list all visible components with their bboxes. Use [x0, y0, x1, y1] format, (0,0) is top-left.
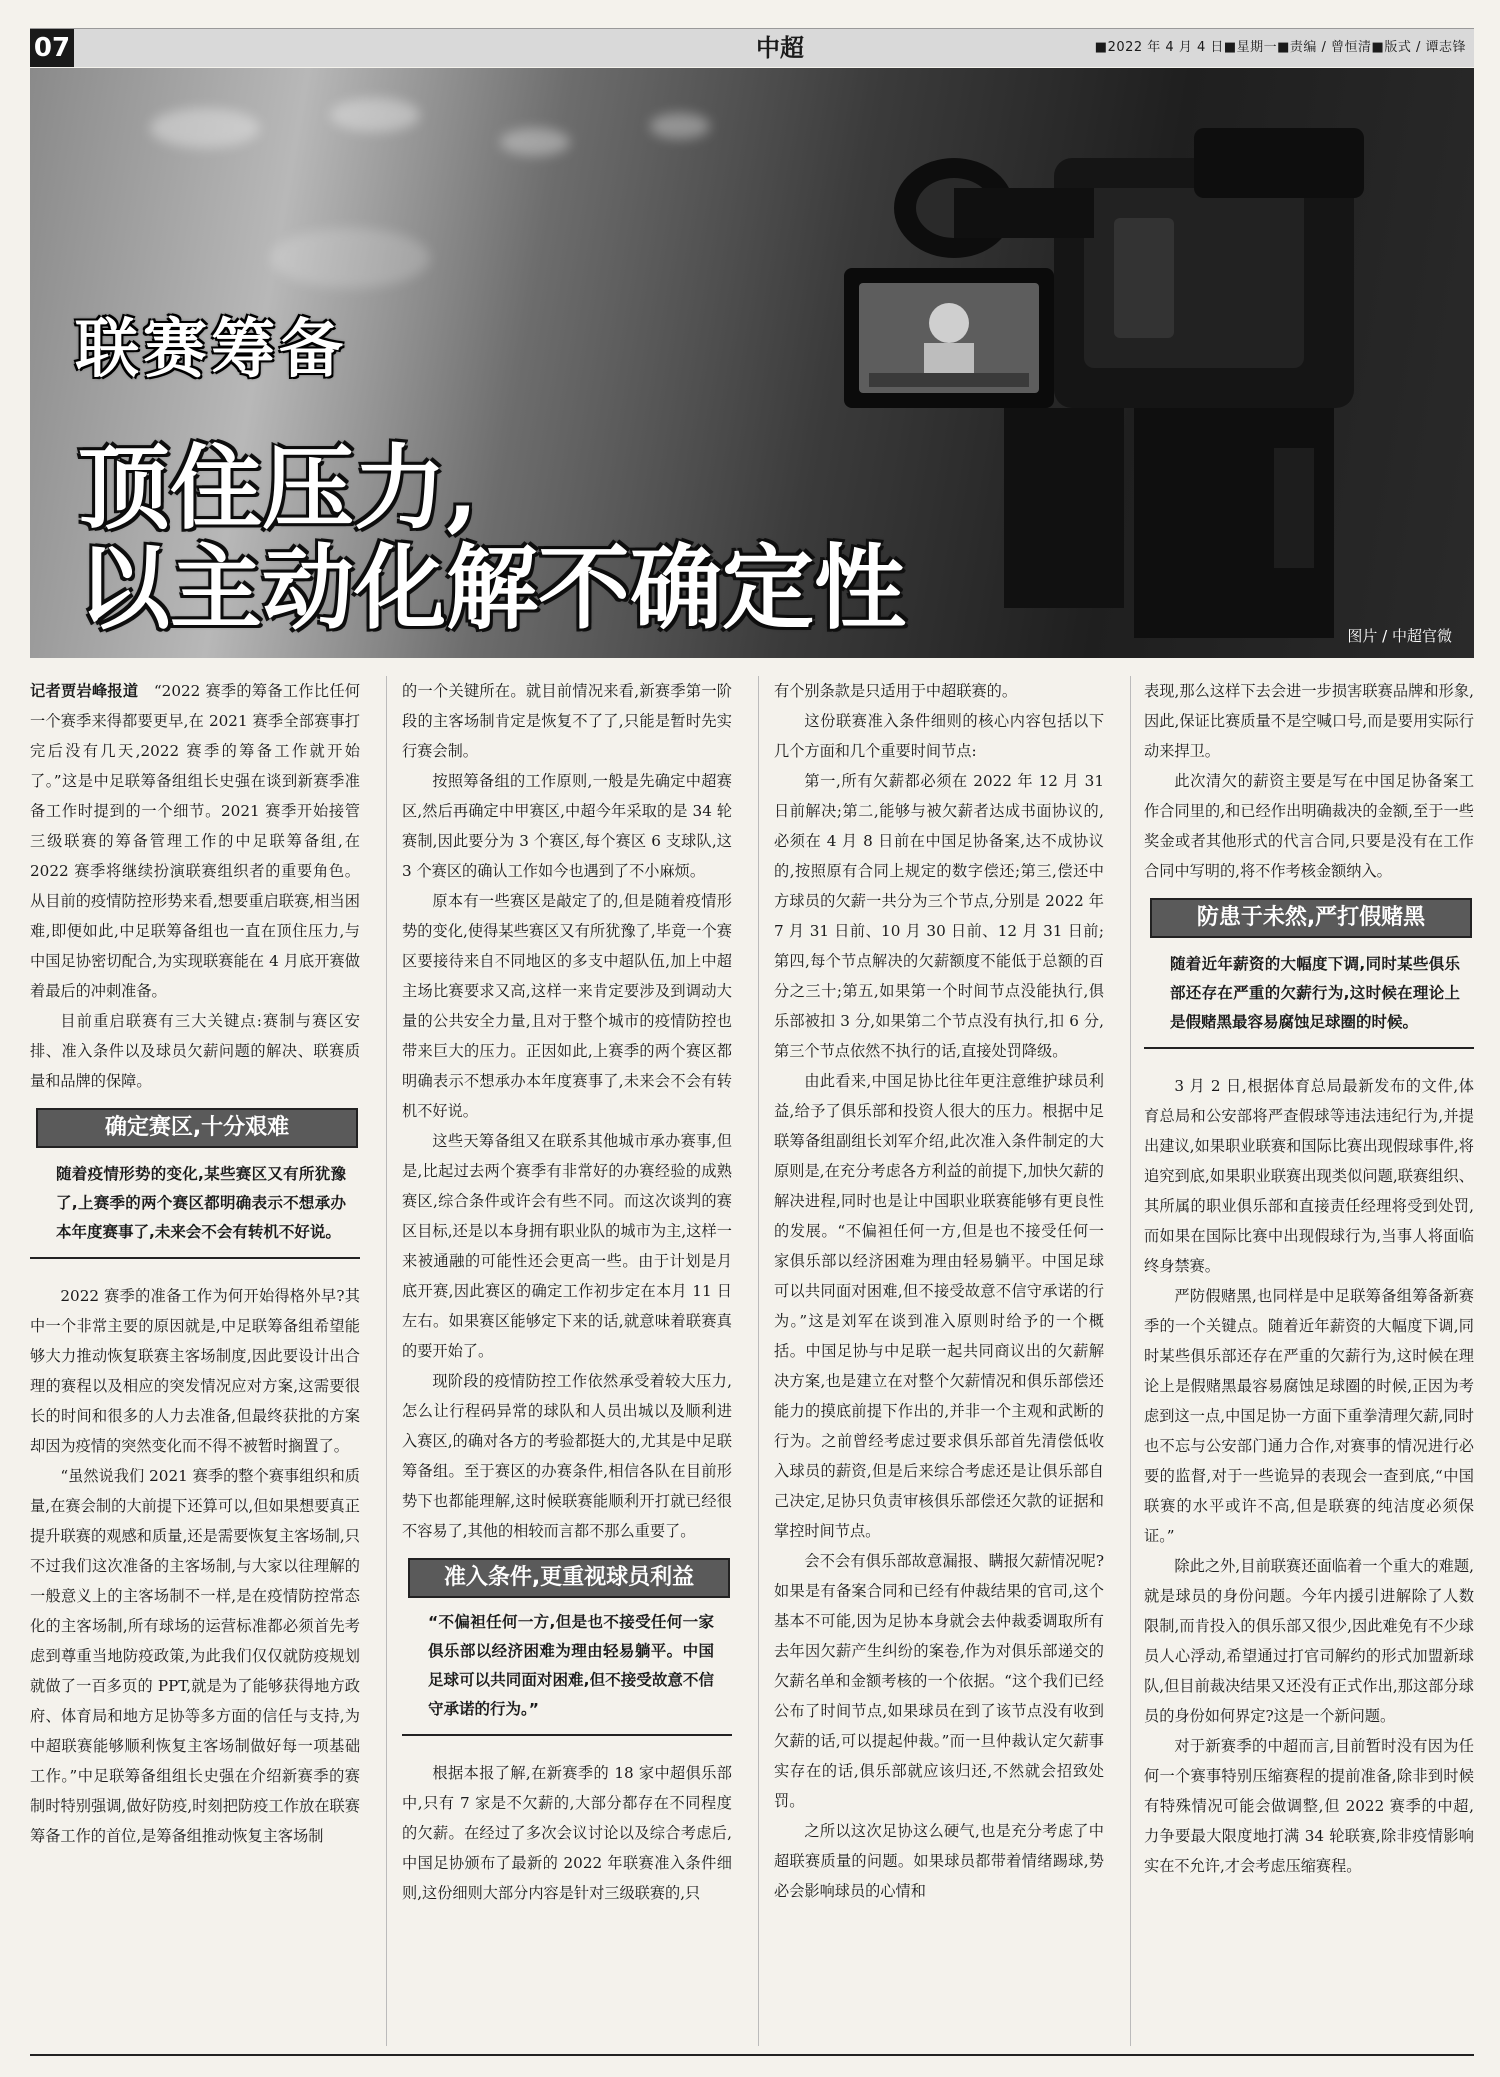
- article-body: [30, 676, 1474, 2046]
- paragraph: 目前重启联赛有三大关键点:赛制与赛区安排、准入条件以及球员欠薪问题的解决、联赛质量和品牌的保障。: [30, 1012, 360, 1090]
- paragraph: 由此看来,中国足协比往年更注意维护球员利益,给予了俱乐部和投资人很大的压力。根据中足联筹备组副组长刘军介绍,此次准入条件制定的大原则是,在充分考虑各方利益的前提下,加快欠薪的解决进程,同时也是让中国职业联赛能够有更良性的发展。“不偏袒任何一方,但是也不接受任何一家俱乐部以经济困难为理由轻易躺平。中国足球可以共同面对困难,但不接受故意不信守承诺的行为。”这是刘军在谈到准入原则时给予的一个概括。中国足协与中足联一起共同商议出的欠薪解决方案,也是建立在对整个欠薪情况和俱乐部偿还能力的摸底前提下作出的,并非一个主观和武断的行为。之前曾经考虑过要求俱乐部首先清偿低收入球员的薪资,但是后来综合考虑还是让俱乐部自己决定,足协只负责审核俱乐部偿还欠款的证据和掌控时间节点。: [774, 1072, 1104, 1540]
- paragraph: 此次清欠的薪资主要是写在中国足协备案工作合同里的,和已经作出明确裁决的金额,至于一些奖金或者其他形式的代言合同,只要是没有在工作合同中写明的,将不作考核金额纳入。: [1144, 772, 1474, 880]
- paragraph: [30, 676, 360, 1006]
- headline-kicker: 联赛筹备: [75, 313, 347, 387]
- paragraph: 之所以这次足协这么硬气,也是充分考虑了中超联赛质量的问题。如果球员都带着情绪踢球,势必会影响球员的心情和: [774, 1822, 1104, 1900]
- bokeh-light: [500, 128, 570, 156]
- pull-quote: 随着疫情形势的变化,某些赛区又有所犹豫了,上赛季的两个赛区都明确表示不想承办本年度赛事了,未来会不会有转机不好说。: [30, 1158, 360, 1259]
- paragraph: 根据本报了解,在新赛季的 18 家中超俱乐部中,只有 7 家是不欠薪的,大部分都存在不同程度的欠薪。在经过了多次会议讨论以及综合考虑后,中国足协颁布了最新的 2022 年联赛准入条件细则,这份细则大部分内容是针对三级联赛的,只: [402, 1764, 732, 1902]
- headline-main-line2: 以主动化解不确定性: [78, 534, 907, 642]
- article-column-4: [1144, 676, 1474, 1881]
- paragraph: 2022 赛季的准备工作为何开始得格外早?其中一个非常主要的原因就是,中足联筹备组希望能够大力推动恢复联赛主客场制度,因此要设计出合理的赛程以及相应的突发情况应对方案,这需要很长的时间和很多的人力去准备,但最终获批的方案却因为疫情的突然变化而不得不被暂时搁置了。: [30, 1287, 360, 1455]
- bokeh-light: [150, 108, 260, 148]
- article-column-1: [30, 676, 360, 1851]
- paragraph: 这份联赛准入条件细则的核心内容包括以下几个方面和几个重要时间节点:: [774, 712, 1104, 760]
- section-title: 中超: [756, 34, 804, 62]
- article-column-2: [402, 676, 732, 1908]
- issue-info: ■2022 年 4 月 4 日■星期一■责编 / 曾恒清■版式 / 谭志锋: [1094, 40, 1466, 55]
- pull-quote: “不偏袒任何一方,但是也不接受任何一家俱乐部以经济困难为理由轻易躺平。中国足球可以共同面对困难,但不接受故意不信守承诺的行为。”: [402, 1608, 732, 1736]
- paragraph: 现阶段的疫情防控工作依然承受着较大压力,怎么让行程码异常的球队和人员出城以及顺利进入赛区,的确对各方的考验都挺大的,尤其是中足联筹备组。至于赛区的办赛条件,相信各队在目前形势下也都能理解,这时候联赛能顺利开打就已经很不容易了,其他的相较而言都不那么重要了。: [402, 1372, 732, 1540]
- article-column-3: [774, 676, 1104, 1906]
- subheading: 防患于未然,严打假赌黑: [1150, 898, 1472, 938]
- pull-quote: 随着近年薪资的大幅度下调,同时某些俱乐部还存在严重的欠薪行为,这时候在理论上是假赌黑最容易腐蚀足球圈的时候。: [1144, 948, 1474, 1049]
- page-number: 07: [30, 29, 74, 67]
- bokeh-light: [650, 113, 710, 139]
- bokeh-light: [330, 98, 420, 132]
- paragraph: 会不会有俱乐部故意漏报、瞒报欠薪情况呢?如果是有备案合同和已经有仲裁结果的官司,这个基本不可能,因为足协本身就会去仲裁委调取所有去年因欠薪产生纠纷的案卷,作为对俱乐部递交的欠薪名单和金额考核的一个依据。“这个我们已经公布了时间节点,如果球员在到了该节点没有收到欠薪的话,可以提起仲裁。”而一旦仲裁认定欠薪事实存在的话,俱乐部就应该归还,不然就会招致处罚。: [774, 1552, 1104, 1810]
- paragraph: “虽然说我们 2021 赛季的整个赛事组织和质量,在赛会制的大前提下还算可以,但如果想要真正提升联赛的观感和质量,还是需要恢复主客场制,只不过我们这次准备的主客场制,与大家以往理解的一般意义上的主客场制不一样,是在疫情防控常态化的主客场制,所有球场的运营标准都必须首先考虑到尊重当地防疫政策,为此我们仅仅就防疫规划就做了一百多页的 PPT,就是为了能够获得地方政府、体育局和地方足协等多方面的信任与支持,为中超联赛能够顺利恢复主客场制做好每一项基础工作。”中足联筹备组组长史强在介绍新赛季的赛制时特别强调,做好防疫,时刻把防疫工作放在联赛筹备工作的首位,是筹备组推动恢复主客场制: [30, 1467, 360, 1845]
- paragraph: 按照筹备组的工作原则,一般是先确定中超赛区,然后再确定中甲赛区,中超今年采取的是 34 轮赛制,因此要分为 3 个赛区,每个赛区 6 支球队,这 3 个赛区的确认工作如今也遇到了不小麻烦。: [402, 772, 732, 880]
- paragraph-text: “2022 赛季的筹备工作比任何一个赛季来得都要更早,在 2021 赛季全部赛事打完后没有几天,2022 赛季的筹备工作就开始了。”这是中足联筹备组组长史强在谈到新赛季准备工作时提到的一个细节。2021 赛季开始接管三级联赛的筹备管理工作的中足联筹备组,在 2022 赛季将继续扮演联赛组织者的重要角色。从目前的疫情防控形势来看,想要重启联赛,相当困难,即便如此,中足联筹备组也一直在顶住压力,与中国足协密切配合,为实现联赛能在 4 月底开赛做着最后的冲刺准备。: [30, 682, 361, 1000]
- byline: 记者贾岩峰报道: [30, 682, 139, 700]
- bokeh-light: [270, 228, 430, 288]
- headline-main-line1: 顶住压力,: [78, 434, 479, 542]
- subheading: 准入条件,更重视球员利益: [408, 1558, 730, 1598]
- paragraph: 原本有一些赛区是敲定了的,但是随着疫情形势的变化,使得某些赛区又有所犹豫了,毕竟一个赛区要接待来自不同地区的多支中超队伍,加上中超主场比赛要求又高,这样一来肯定要涉及到调动大量的公共安全力量,且对于整个城市的疫情防控也带来巨大的压力。正因如此,上赛季的两个赛区都明确表示不想承办本年度赛事了,未来会不会有转机不好说。: [402, 892, 732, 1120]
- hero-photo: [30, 68, 1474, 658]
- headline-main: [78, 434, 907, 642]
- paragraph: 表现,那么这样下去会进一步损害联赛品牌和形象,因此,保证比赛质量不是空喊口号,而是要用实际行动来捍卫。: [1144, 682, 1474, 760]
- paragraph: 除此之外,目前联赛还面临着一个重大的难题,就是球员的身份问题。今年内援引进解除了人数限制,而肯投入的俱乐部又很少,因此难免有不少球员人心浮动,希望通过打官司解约的形式加盟新球队,但目前裁决结果又还没有正式作出,那这部分球员的身份如何界定?这是一个新问题。: [1144, 1557, 1474, 1725]
- paragraph: 有个别条款是只适用于中超联赛的。: [774, 682, 1017, 700]
- paragraph: 这些天筹备组又在联系其他城市承办赛事,但是,比起过去两个赛季有非常好的办赛经验的成熟赛区,综合条件或许会有些不同。而这次谈判的赛区目标,还是以本身拥有职业队的城市为主,这样一来被通融的可能性还会更高一些。由于计划是月底开赛,因此赛区的确定工作初步定在本月 11 日左右。如果赛区能够定下来的话,就意味着联赛真的要开始了。: [402, 1132, 732, 1360]
- bottom-rule: [30, 2054, 1474, 2056]
- subheading: 确定赛区,十分艰难: [36, 1108, 358, 1148]
- photo-credit: 图片 / 中超官微: [1347, 627, 1452, 645]
- paragraph: 第一,所有欠薪都必须在 2022 年 12 月 31 日前解决;第二,能够与被欠薪者达成书面协议的,必须在 4 月 8 日前在中国足协备案,达不成协议的,按照原有合同上规定的数字偿还;第三,偿还中方球员的欠薪一共分为三个节点,分别是 2022 年 7 月 31 日前、10 月 30 日前、12 月 31 日前;第四,每个节点解决的欠薪额度不能低于总额的百分之三十;第五,如果第一个时间节点没能执行,俱乐部被扣 3 分,如果第二个节点没有执行,扣 6 分,第三个节点依然不执行的话,直接处罚降级。: [774, 772, 1104, 1060]
- paragraph: 严防假赌黑,也同样是中足联筹备组筹备新赛季的一个关键点。随着近年薪资的大幅度下调,同时某些俱乐部还存在严重的欠薪行为,这时候在理论上是假赌黑最容易腐蚀足球圈的时候,正因为考虑到这一点,中国足协一方面下重拳清理欠薪,同时也不忘与公安部门通力合作,对赛事的情况进行必要的监督,对于一些诡异的表现会一查到底,“中国联赛的水平或许不高,但是联赛的纯洁度必须保证。”: [1144, 1287, 1474, 1545]
- paragraph: 的一个关键所在。就目前情况来看,新赛季第一阶段的主客场制肯定是恢复不了了,只能是暂时先实行赛会制。: [402, 682, 732, 760]
- paragraph: 3 月 2 日,根据体育总局最新发布的文件,体育总局和公安部将严查假球等违法违纪行为,并提出建议,如果职业联赛和国际比赛出现假球事件,将追究到底,如果职业联赛出现类似问题,联赛组织、其所属的职业俱乐部和直接责任经理将受到处罚,而如果在国际比赛中出现假球行为,当事人将面临终身禁赛。: [1144, 1077, 1474, 1275]
- page-header: [30, 28, 1474, 67]
- paragraph: 对于新赛季的中超而言,目前暂时没有因为任何一个赛事特别压缩赛程的提前准备,除非到时候有特殊情况可能会做调整,但 2022 赛季的中超,力争要最大限度地打满 34 轮联赛,除非疫情影响实在不允许,才会考虑压缩赛程。: [1144, 1737, 1474, 1875]
